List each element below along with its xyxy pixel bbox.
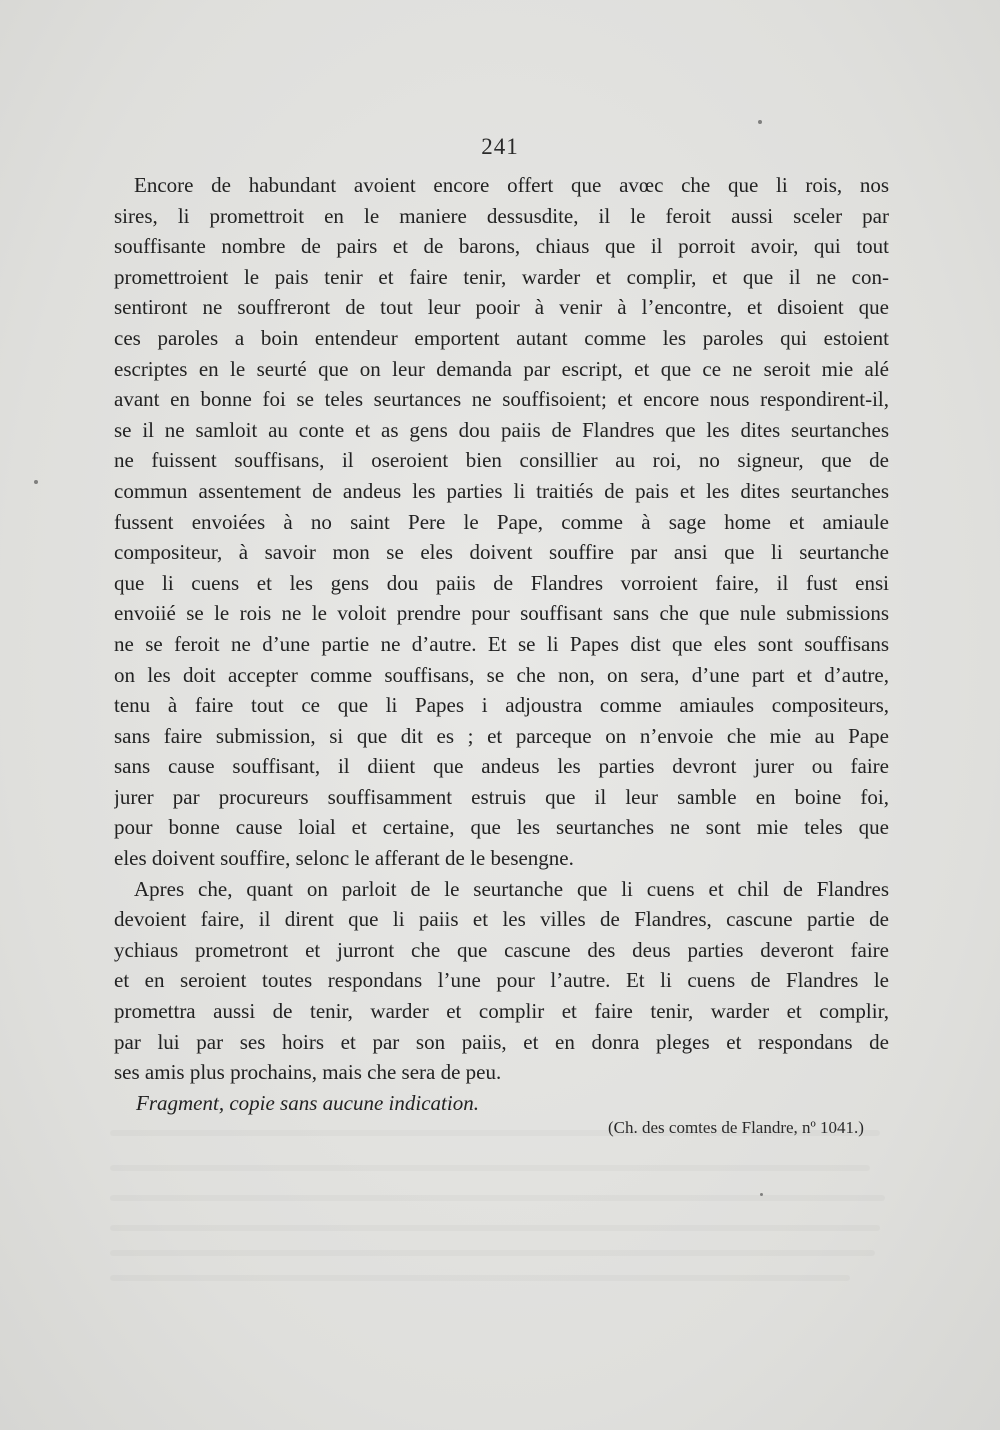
text-line: que li cuens et les gens dou paiis de Flandres vorroient faire, il fust ensi <box>114 570 889 595</box>
body-text <box>114 170 889 1118</box>
text-line: souffisante nombre de pairs et de barons, chiaus que il porroit avoir, qui tout <box>114 234 889 259</box>
page-number: 241 <box>481 134 519 159</box>
bleed-through <box>110 1275 850 1281</box>
scan-speck <box>758 120 762 124</box>
text-line: jurer par procureurs souffisamment estruis que il leur samble en boine foi, <box>114 784 889 809</box>
text-line: et en seroient toutes respondans l’une pour l’autre. Et li cuens de Flandres le <box>114 968 889 993</box>
text-line: on les doit accepter comme souffisans, se che non, on sera, d’une part et d’autre, <box>114 662 889 687</box>
text-line: promettra aussi de tenir, warder et complir et faire tenir, warder et complir, <box>114 999 889 1024</box>
text-line: ses amis plus prochains, mais che sera de peu. <box>114 1060 502 1085</box>
text-line: promettroient le pais tenir et faire tenir, warder et complir, et que il ne con- <box>114 264 889 289</box>
text-line: sans faire submission, si que dit es ; et parceque on n’envoie che mie au Pape <box>114 723 889 748</box>
source-citation: (Ch. des comtes de Flandre, nº 1041.) <box>608 1118 864 1137</box>
fragment-note: Fragment, copie sans aucune indication. <box>136 1090 479 1115</box>
bleed-through <box>110 1250 875 1256</box>
text-line: Encore de habundant avoient encore offert que avœc che que li rois, nos <box>134 173 889 197</box>
text-line: par lui par ses hoirs et par son paiis, et en donra pleges et respondans de <box>114 1029 889 1054</box>
text-line: pour bonne cause loial et certaine, que les seurtanches ne sont mie teles que <box>114 815 889 840</box>
scan-speck <box>34 480 38 484</box>
text-line: escriptes en le seurté que on leur demanda par escript, et que ce ne seroit mie alé <box>114 356 889 381</box>
bleed-through <box>110 1130 880 1136</box>
text-line: se il ne samloit au conte et as gens dou paiis de Flandres que les dites seurtanches <box>114 417 889 442</box>
text-line: avant en bonne foi se teles seurtances ne souffisoient; et encore nous respondirent-il, <box>114 387 889 412</box>
text-line: tenu à faire tout ce que li Papes i adjoustra comme amiaules compositeurs, <box>114 693 889 718</box>
bleed-through <box>110 1165 870 1171</box>
text-line: sentiront ne souffreront de tout leur pooir à venir à l’encontre, et disoient que <box>114 295 889 320</box>
text-line: ces paroles a boin entendeur emportent autant comme les paroles qui estoient <box>114 325 889 350</box>
bleed-through <box>110 1195 885 1201</box>
text-line: ychiaus prometront et jurront che que cascune des deus parties deveront faire <box>114 937 889 962</box>
text-line: sans cause souffisant, il diient que andeus les parties devront jurer ou faire <box>114 754 889 779</box>
text-line: envoiié se le rois ne le voloit prendre pour souffisant sans che que nule submissions <box>114 601 889 626</box>
text-line: commun assentement de andeus les parties li traitiés de pais et les dites seurtanches <box>114 478 889 503</box>
bleed-through <box>110 1225 880 1231</box>
text-line: ne se feroit ne d’une partie ne d’autre. Et se li Papes dist que eles sont souffisans <box>114 631 889 656</box>
text-line: sires, li promettroit en le maniere dessusdite, il le feroit aussi sceler par <box>114 203 889 228</box>
text-line: ne fuissent souffisans, il oseroient bien consillier au roi, no signeur, que de <box>114 448 889 473</box>
text-line: compositeur, à savoir mon se eles doivent souffire par ansi que li seurtanche <box>114 540 889 565</box>
text-line: fussent envoiées à no saint Pere le Pape, comme à sage home et amiaule <box>114 509 889 534</box>
text-line: devoient faire, il dirent que li paiis et les villes de Flandres, cascune partie de <box>114 907 889 932</box>
text-line: eles doivent souffire, selonc le afferant de le besengne. <box>114 846 574 871</box>
text-line: Apres che, quant on parloit de le seurtanche que li cuens et chil de Flandres <box>134 876 889 901</box>
